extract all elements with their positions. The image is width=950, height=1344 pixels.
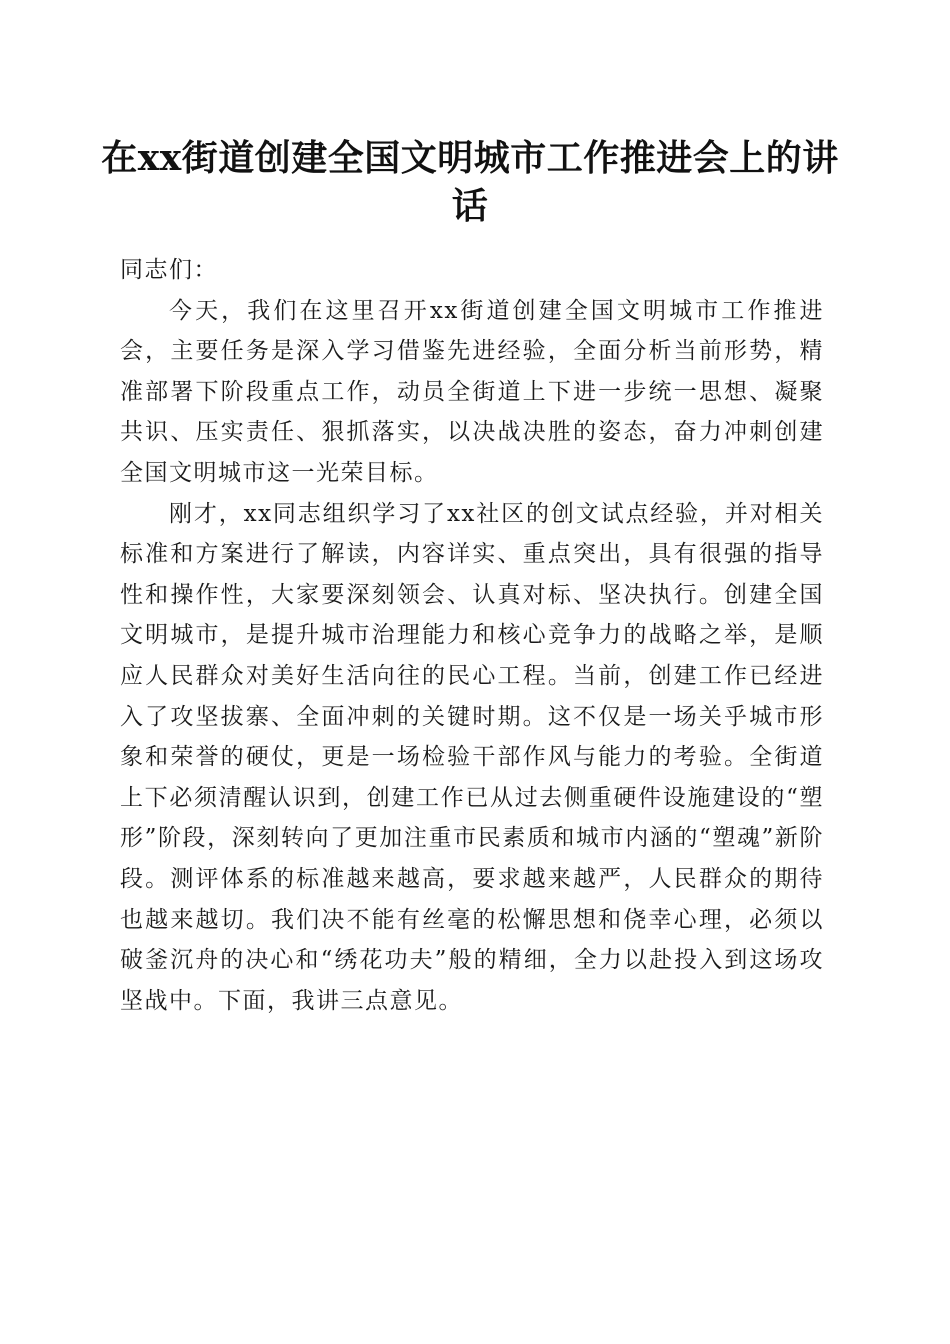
document-body (120, 250, 824, 1021)
paragraph-context: 刚才，xx同志组织学习了xx社区的创文试点经验，并对相关标准和方案进行了解读，内容详实、重点突出，具有很强的指导性和操作性，大家要深刻领会、认真对标、坚决执行。创建全国文明城市，是提升城市治理能力和核心竞争力的战略之举，是顺应人民群众对美好生活向往的民心工程。当前，创建工作已经进入了攻坚拔寨、全面冲刺的关键时期。这不仅是一场关乎城市形象和荣誉的硬仗，更是一场检验干部作风与能力的考验。全街道上下必须清醒认识到，创建工作已从过去侧重硬件设施建设的“塑形”阶段，深刻转向了更加注重市民素质和城市内涵的“塑魂”新阶段。测评体系的标准越来越高，要求越来越严，人民群众的期待也越来越切。我们决不能有丝毫的松懈思想和侥幸心理，必须以破釜沉舟的决心和“绣花功夫”般的精细，全力以赴投入到这场攻坚战中。下面，我讲三点意见。 (120, 500, 824, 1014)
paragraph-opening: 今天，我们在这里召开xx街道创建全国文明城市工作推进会，主要任务是深入学习借鉴先进经验，全面分析当前形势，精准部署下阶段重点工作，动员全街道上下进一步统一思想、凝聚共识、压实责任、狠抓落实，以决战决胜的姿态，奋力冲刺创建全国文明城市这一光荣目标。 (120, 297, 824, 486)
salutation: 同志们： (120, 257, 218, 283)
document-title: 在xx街道创建全国文明城市工作推进会上的讲话 (101, 137, 839, 227)
